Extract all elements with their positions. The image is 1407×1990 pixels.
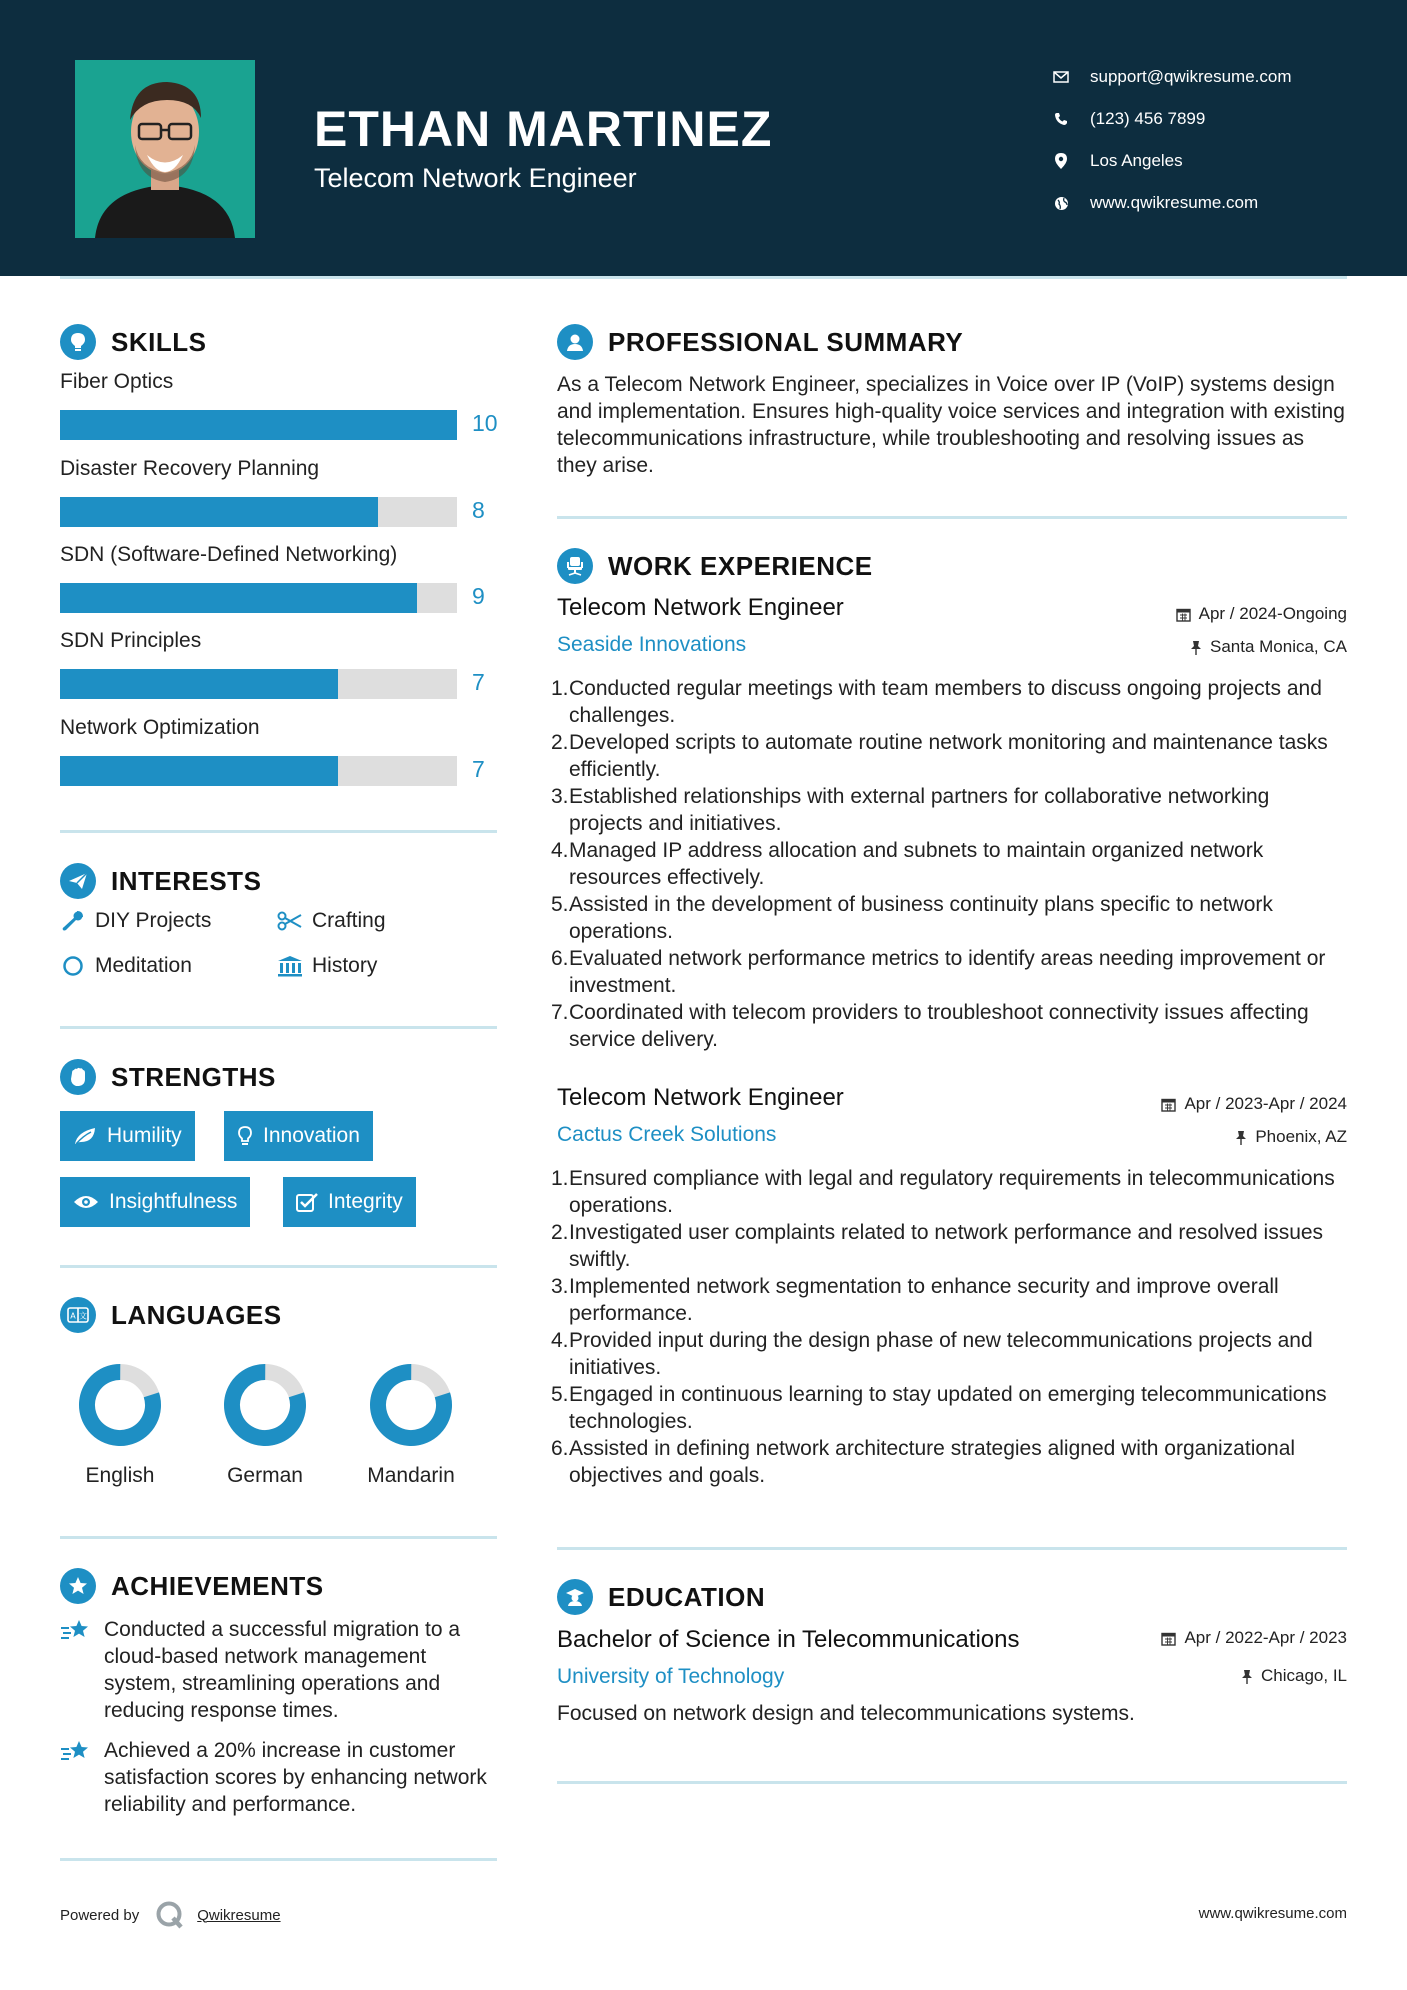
contact-location-text: Los Angeles — [1090, 151, 1183, 170]
interest-item — [277, 954, 377, 978]
calendar-icon — [1161, 1097, 1176, 1112]
check-square-icon — [296, 1192, 318, 1212]
candidate-title: Telecom Network Engineer — [314, 163, 637, 193]
achievement-text: Achieved a 20% increase in customer satisfaction scores by enhancing network reliability and performance. — [104, 1739, 487, 1816]
interest-label: Meditation — [95, 954, 192, 977]
interest-item — [277, 909, 386, 933]
job-location — [1190, 637, 1347, 657]
strength-tag — [60, 1177, 250, 1227]
list-item: 2. Developed scripts to automate routine network monitoring and maintenance tasks efficiently. — [551, 731, 1328, 781]
lightbulb-icon — [60, 324, 96, 360]
language-label: English — [85, 1464, 155, 1487]
list-item: 7. Coordinated with telecom providers to troubleshoot connectivity issues affecting service delivery. — [551, 1001, 1309, 1051]
pushpin-icon — [1235, 1130, 1247, 1145]
education-dates — [1161, 1628, 1347, 1648]
language-label: Mandarin — [367, 1464, 455, 1487]
skill-name: SDN (Software-Defined Networking) — [60, 543, 398, 566]
job-location — [1235, 1127, 1347, 1147]
job-title: Telecom Network Engineer — [557, 1084, 844, 1111]
contact-website[interactable] — [1050, 182, 1292, 224]
job-dates-text: Apr / 2024-Ongoing — [1198, 604, 1347, 623]
skill-name: Disaster Recovery Planning — [60, 457, 320, 480]
education-title: EDUCATION — [608, 1581, 766, 1612]
summary-heading — [557, 324, 963, 360]
eye-icon — [73, 1194, 99, 1210]
job-dates — [1161, 1094, 1347, 1114]
responsibility-list — [551, 675, 1347, 1053]
skill-value: 8 — [472, 497, 485, 523]
summary-text: As a Telecom Network Engineer, specializes in Voice over IP (VoIP) systems design and implementation. Ensures high-quality voice services and integration with existing telecommunications infrastructure, while troubleshooting and resolving issues as they arise. — [557, 373, 1345, 477]
skill-bar-fill — [60, 497, 378, 527]
calendar-icon — [1161, 1631, 1176, 1646]
degree-title: Bachelor of Science in Telecommunications — [557, 1626, 1020, 1653]
list-item: 2. Investigated user complaints related to network performance and resolved issues swiftly. — [551, 1221, 1324, 1271]
contact-website-text: www.qwikresume.com — [1090, 193, 1259, 212]
interest-item — [60, 954, 192, 978]
circle-icon — [60, 955, 86, 977]
candidate-name: ETHAN MARTINEZ — [314, 101, 773, 157]
strength-label: Innovation — [263, 1124, 360, 1147]
calendar-icon — [1176, 607, 1191, 622]
experience-title: WORK EXPERIENCE — [608, 550, 873, 581]
star-badge-icon — [60, 1568, 96, 1604]
list-item: 4. Provided input during the design phase of new telecommunications projects and initiatives. — [551, 1329, 1313, 1379]
strength-tag — [224, 1111, 373, 1161]
skill-bar-fill — [60, 669, 338, 699]
skill-bar-fill — [60, 410, 457, 440]
section-divider — [60, 1858, 497, 1861]
responsibility-list — [551, 1165, 1347, 1489]
list-item: 5. Engaged in continuous learning to stay updated on emerging telecommunications technologies. — [551, 1383, 1327, 1433]
skill-bar — [60, 669, 457, 699]
language-donut — [222, 1362, 308, 1448]
skill-item — [60, 629, 500, 695]
phone-icon — [1050, 112, 1072, 126]
contact-location — [1050, 140, 1292, 182]
strength-label: Insightfulness — [109, 1190, 238, 1213]
section-divider — [60, 1026, 497, 1029]
skill-bar — [60, 410, 457, 440]
section-divider — [60, 830, 497, 833]
achievement-item — [60, 1737, 500, 1818]
skill-item — [60, 370, 500, 436]
pushpin-icon — [1190, 640, 1202, 655]
lightbulb-icon — [237, 1125, 253, 1147]
company-name: Cactus Creek Solutions — [557, 1123, 777, 1146]
skill-name: Network Optimization — [60, 716, 260, 739]
graduate-icon — [557, 1579, 593, 1615]
user-icon — [557, 324, 593, 360]
section-divider — [557, 1547, 1347, 1550]
interest-item — [60, 909, 211, 933]
translate-icon — [60, 1297, 96, 1333]
strengths-title: STRENGTHS — [111, 1061, 276, 1092]
company-name: Seaside Innovations — [557, 633, 747, 656]
achievement-item — [60, 1616, 500, 1724]
strength-tag — [283, 1177, 416, 1227]
qwikresume-logo-icon — [155, 1900, 185, 1930]
header-divider — [60, 276, 1347, 279]
skill-value: 7 — [472, 669, 485, 695]
skill-value: 7 — [472, 756, 485, 782]
skill-value: 10 — [472, 410, 498, 436]
skill-bar-fill — [60, 756, 338, 786]
education-heading — [557, 1579, 765, 1615]
powered-by-text: Powered by — [60, 1906, 140, 1924]
job-title: Telecom Network Engineer — [557, 594, 844, 621]
list-item: 1. Ensured compliance with legal and regulatory requirements in telecommunications operations. — [551, 1167, 1335, 1217]
skill-name: Fiber Optics — [60, 370, 174, 393]
languages-title: LANGUAGES — [111, 1299, 282, 1330]
skill-bar-fill — [60, 583, 417, 613]
section-divider — [557, 1781, 1347, 1784]
language-item — [55, 1362, 185, 1488]
shooting-star-icon — [60, 1737, 104, 1818]
languages-heading — [60, 1297, 282, 1333]
list-item: 1. Conducted regular meetings with team members to discuss ongoing projects and challenges. — [551, 677, 1322, 727]
office-chair-icon — [557, 548, 593, 584]
footer-branding — [60, 1900, 281, 1930]
education-dates-text: Apr / 2022-Apr / 2023 — [1184, 1628, 1347, 1647]
section-divider — [60, 1536, 497, 1539]
brand-link[interactable]: Qwikresume — [197, 1906, 281, 1924]
contact-phone[interactable] — [1050, 98, 1292, 140]
envelope-icon — [1050, 71, 1072, 83]
education-location — [1241, 1666, 1347, 1686]
contact-phone-text: (123) 456 7899 — [1090, 109, 1206, 128]
job-dates — [1176, 604, 1347, 624]
skill-item — [60, 716, 500, 782]
paper-plane-icon — [60, 863, 96, 899]
skill-item — [60, 543, 500, 609]
skill-bar — [60, 497, 457, 527]
interests-title: INTERESTS — [111, 865, 262, 896]
skill-name: SDN Principles — [60, 629, 202, 652]
job-location-text: Santa Monica, CA — [1209, 637, 1347, 656]
list-item: 3. Implemented network segmentation to enhance security and improve overall performance. — [551, 1275, 1279, 1325]
shooting-star-icon — [60, 1616, 104, 1724]
strengths-heading — [60, 1059, 276, 1095]
list-item: 6. Evaluated network performance metrics to identify areas needing improvement or investment. — [551, 947, 1326, 997]
language-donut — [77, 1362, 163, 1448]
strength-label: Humility — [107, 1124, 182, 1147]
footer-website[interactable]: www.qwikresume.com — [1198, 1905, 1347, 1922]
scissors-icon — [277, 911, 303, 931]
language-item — [200, 1362, 330, 1488]
skill-item — [60, 457, 500, 523]
contact-list — [1050, 56, 1292, 224]
strength-tag — [60, 1111, 195, 1161]
interests-heading — [60, 863, 261, 899]
list-item: 5. Assisted in the development of business continuity plans specific to network operations. — [551, 893, 1273, 943]
education-location-text: Chicago, IL — [1261, 1666, 1347, 1685]
strength-label: Integrity — [328, 1190, 403, 1213]
skill-value: 9 — [472, 583, 485, 609]
section-divider — [557, 516, 1347, 519]
section-divider — [60, 1265, 497, 1268]
language-label: German — [227, 1464, 303, 1487]
interest-label: DIY Projects — [95, 909, 212, 932]
list-item: 3. Established relationships with external partners for collaborative networking projects and initiatives. — [551, 785, 1270, 835]
list-item: 6. Assisted in defining network architecture strategies aligned with organizational objectives and goals. — [551, 1437, 1296, 1487]
leaf-icon — [73, 1126, 97, 1146]
achievements-title: ACHIEVEMENTS — [111, 1570, 324, 1601]
pushpin-icon — [1241, 1669, 1253, 1684]
location-pin-icon — [1050, 153, 1072, 169]
museum-icon — [277, 955, 303, 977]
experience-heading — [557, 548, 873, 584]
summary-title: PROFESSIONAL SUMMARY — [608, 326, 964, 357]
interest-label: Crafting — [312, 909, 386, 932]
skills-heading — [60, 324, 206, 360]
skills-title: SKILLS — [111, 326, 207, 357]
job-dates-text: Apr / 2023-Apr / 2024 — [1184, 1094, 1347, 1113]
job-location-text: Phoenix, AZ — [1255, 1127, 1347, 1146]
achievement-text: Conducted a successful migration to a cloud-based network management system, streamlining operations and reducing response times. — [104, 1618, 461, 1722]
profile-photo — [75, 60, 255, 238]
contact-email[interactable] — [1050, 56, 1292, 98]
skill-bar — [60, 583, 457, 613]
contact-email-text: support@qwikresume.com — [1090, 67, 1292, 86]
language-item — [346, 1362, 476, 1488]
globe-icon — [1050, 196, 1072, 211]
svg-text:文: 文 — [79, 1311, 87, 1321]
education-description: Focused on network design and telecommunications systems. — [557, 1702, 1135, 1725]
wrench-icon — [60, 910, 86, 932]
svg-text:A: A — [70, 1311, 76, 1321]
skill-bar — [60, 756, 457, 786]
resume-header — [0, 0, 1407, 276]
fist-icon — [60, 1059, 96, 1095]
list-item: 4. Managed IP address allocation and subnets to maintain organized network resources effectively. — [551, 839, 1264, 889]
achievements-heading — [60, 1568, 324, 1604]
language-donut — [368, 1362, 454, 1448]
school-name: University of Technology — [557, 1665, 785, 1688]
interest-label: History — [312, 954, 378, 977]
